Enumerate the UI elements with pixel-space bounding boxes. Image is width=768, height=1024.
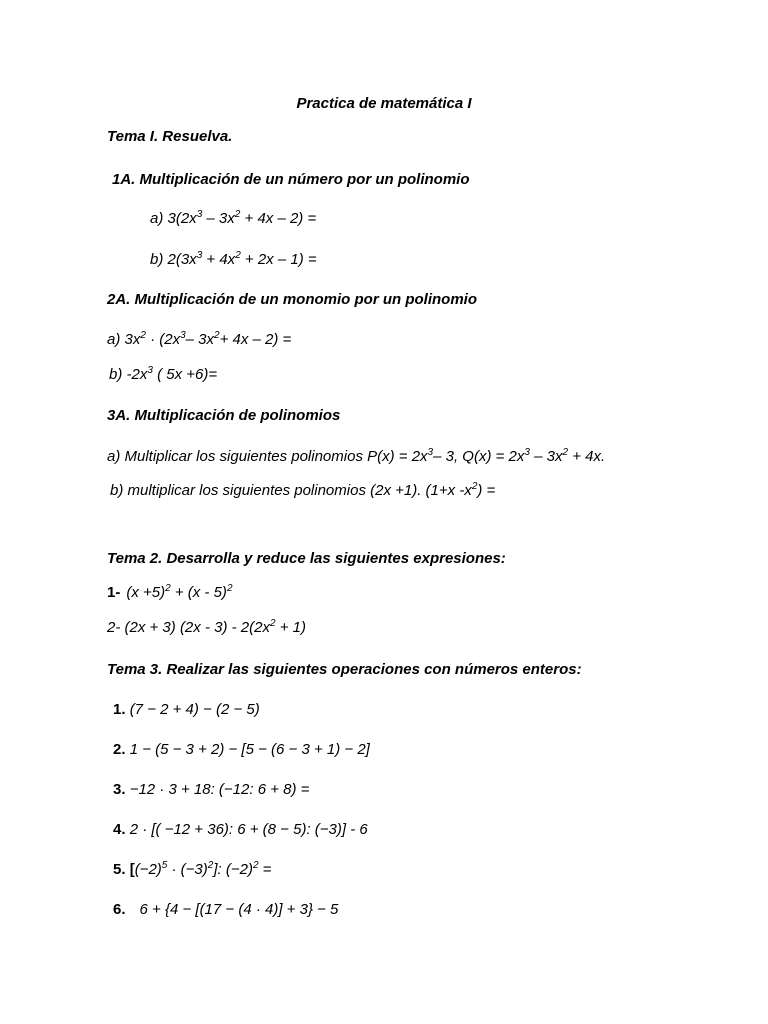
expr-part: ( 5x +6)= <box>152 366 218 383</box>
expr-part: + 4x – 2) = <box>219 331 292 348</box>
expr-part: + 2x – 1) = <box>240 251 317 268</box>
section-1a-heading: 1A. Multiplicación de un número por un polinomio <box>112 171 470 188</box>
expr-part: b) -2x <box>109 366 148 383</box>
expr-part: – 3x <box>185 331 215 348</box>
item-expression: 6 + {4 − [(17 − (4 · 4)] + 3} − 5 <box>139 901 339 918</box>
exponent: 2 <box>214 330 220 341</box>
item-expression: −12 · 3 + 18: (−12: 6 + 8) = <box>129 781 310 798</box>
expr-part: a) 3(2x <box>150 210 197 227</box>
exercise-1a-b <box>150 250 317 270</box>
exponent: 5 <box>161 860 168 871</box>
expr-part: – 3, Q(x) = 2x <box>433 448 525 465</box>
exponent: 3 <box>524 447 530 458</box>
exponent: 3 <box>180 330 186 341</box>
item-number: 6. <box>113 901 126 918</box>
exercise-2a-a <box>107 330 291 350</box>
expr-part: 2- (2x + 3) (2x - 3) - 2(2x <box>107 619 270 636</box>
expr-part: b) multiplicar los siguientes polinomios (2x +1). (1+x -x <box>110 482 472 499</box>
exponent: 2 <box>226 583 233 594</box>
exercise-3a-a <box>107 447 605 467</box>
exponent: 2 <box>235 250 241 261</box>
expr-part: (x +5) <box>126 584 166 601</box>
expr-part: + 4x – 2) = <box>240 210 317 227</box>
exercise-1a-a <box>150 209 316 229</box>
tema3-item-5 <box>113 860 271 880</box>
expr-part: · (2x <box>145 331 181 348</box>
exponent: 3 <box>147 365 153 376</box>
expr-part: + (x - 5) <box>170 584 227 601</box>
exponent: 2 <box>269 618 276 629</box>
tema3-item-2 <box>113 740 370 760</box>
item-number: 4. <box>113 821 126 838</box>
item-number: 5. <box>113 861 126 878</box>
expr-part: (−2) <box>134 861 162 878</box>
expr-part: – 3x <box>202 210 235 227</box>
section-2a-heading: 2A. Multiplicación de un monomio por un polinomio <box>107 291 477 308</box>
item-number: 2. <box>113 741 126 758</box>
exponent: 2 <box>562 447 569 458</box>
tema3-item-3 <box>113 780 309 800</box>
expr-part: + 4x <box>202 251 236 268</box>
exponent: 2 <box>140 330 146 341</box>
exponent: 3 <box>427 447 434 458</box>
exponent: 3 <box>196 250 203 261</box>
expr-part: b) 2(3x <box>150 251 197 268</box>
expr-part: + 1) <box>275 619 306 636</box>
exponent: 3 <box>196 209 203 220</box>
expr-part: ) = <box>477 482 496 499</box>
tema2-item-1 <box>107 583 233 603</box>
exponent: 2 <box>252 860 259 871</box>
expr-part: = <box>258 861 272 878</box>
item-number: 3. <box>113 781 126 798</box>
expr-part: a) 3x <box>107 331 141 348</box>
tema3-item-4 <box>113 820 368 840</box>
item-number: 1- <box>107 584 121 601</box>
expr-part: – 3x <box>529 448 563 465</box>
expr-part: a) Multiplicar los siguientes polinomios P(x) = 2x <box>107 448 428 465</box>
expr-part: · (−3) <box>167 861 208 878</box>
exercise-3a-b <box>110 481 495 501</box>
item-expression: 2 · [( −12 + 36): 6 + (8 − 5): (−3)] - 6 <box>129 821 368 838</box>
page-title: Practica de matemática I <box>296 95 472 112</box>
section-3a-heading: 3A. Multiplicación de polinomios <box>107 407 341 424</box>
exponent: 2 <box>471 481 478 492</box>
open-bracket: [ <box>129 861 135 878</box>
item-expression: 1 − (5 − 3 + 2) − [5 − (6 − 3 + 1) − 2] <box>129 741 370 758</box>
tema3-item-6 <box>113 900 338 920</box>
item-expression: (7 − 2 + 4) − (2 − 5) <box>129 701 260 718</box>
exponent: 2 <box>207 860 214 871</box>
tema2-item-2 <box>107 618 306 638</box>
tema3-item-1 <box>113 700 260 720</box>
exponent: 2 <box>234 209 241 220</box>
expr-part: + 4x. <box>568 448 606 465</box>
exercise-2a-b <box>109 365 217 385</box>
tema2-heading: Tema 2. Desarrolla y reduce las siguientes expresiones: <box>107 550 506 567</box>
exponent: 2 <box>165 583 171 594</box>
tema3-heading: Tema 3. Realizar las siguientes operaciones con números enteros: <box>107 661 582 678</box>
item-number: 1. <box>113 701 126 718</box>
tema1-heading: Tema I. Resuelva. <box>107 128 233 145</box>
expr-part: ]: (−2) <box>213 861 253 878</box>
